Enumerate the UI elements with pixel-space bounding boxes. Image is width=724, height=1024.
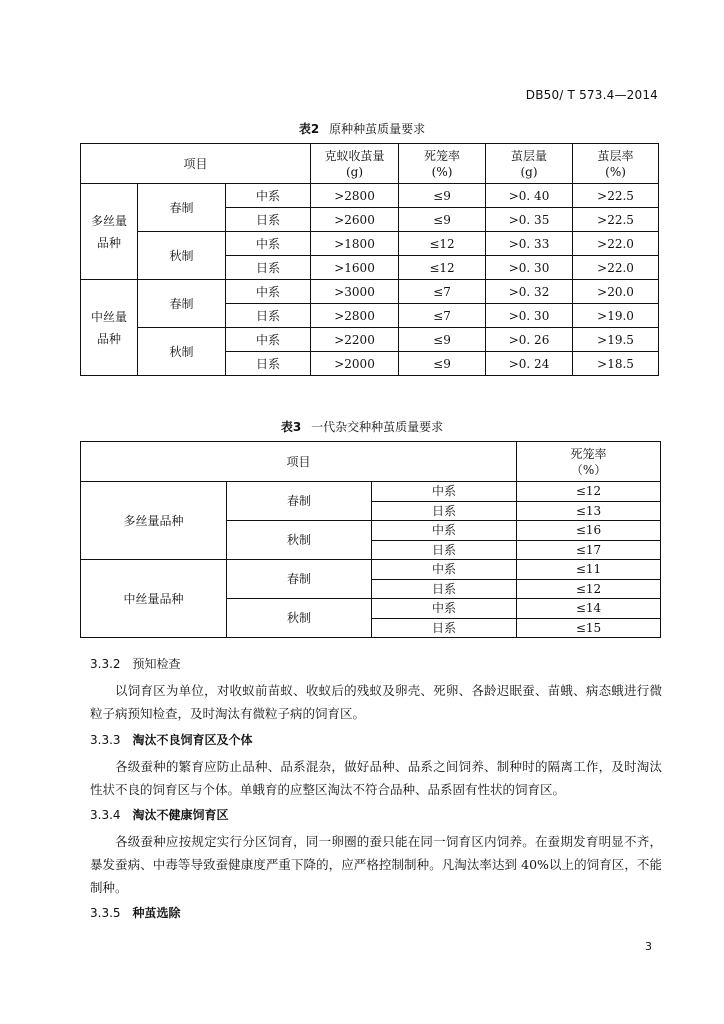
table2-cell: >22.0 [573, 256, 659, 280]
table3-title: 一代杂交种种茧质量要求 [311, 420, 444, 434]
section-3-3-4-paragraph: 各级蚕种应按规定实行分区饲育，同一卵圈的蚕只能在同一饲育区内饲养。在蚕期发育明显不齐，暴发蚕病、中毒等导致蚕健康度严重下降的，应严格控制制种。凡淘汰率达到 40%以上的饲育区，不能制种。 [90, 834, 662, 895]
table2-cell: >3000 [311, 280, 399, 304]
table-row [81, 184, 659, 208]
table2-header-shell-ratio: 茧层率 (%) [573, 144, 659, 184]
table-row [81, 280, 659, 304]
table3-season: 春制 [227, 560, 372, 599]
table2-cell: >22.5 [573, 208, 659, 232]
section-3-3-4-heading: 3.3.4 淘汰不健康饲育区 [90, 808, 229, 822]
table2-caption [0, 120, 724, 137]
table2-season: 秋制 [138, 232, 226, 280]
table3-number: 表3 [280, 420, 302, 434]
table-row [81, 560, 661, 580]
table3-season: 秋制 [227, 521, 372, 560]
table2-cell: >2000 [311, 352, 399, 376]
table3-group-name: 多丝量品种 [81, 482, 227, 560]
table2-cell: >2800 [311, 184, 399, 208]
table3-cell: ≤12 [517, 482, 661, 502]
table2-cell: ≤7 [399, 304, 486, 328]
table3-line: 中系 [372, 482, 517, 502]
table3-header-item: 项目 [81, 442, 517, 482]
table2-season: 春制 [138, 280, 226, 328]
table2-group-name: 中丝量 品种 [81, 280, 138, 376]
table2-season: 春制 [138, 184, 226, 232]
table3-season: 春制 [227, 482, 372, 521]
table3-line: 中系 [372, 521, 517, 541]
table2-cell: >0. 24 [486, 352, 573, 376]
table2-cell: >19.0 [573, 304, 659, 328]
table3-line: 日系 [372, 579, 517, 599]
standard-code: DB50/ T 573.4—2014 [525, 88, 658, 102]
table2-header-item: 项目 [81, 144, 311, 184]
table3-header-mortality: 死笼率 （%） [517, 442, 661, 482]
table3-cell: ≤12 [517, 579, 661, 599]
table2-cell: >0. 32 [486, 280, 573, 304]
table2-cell: ≤9 [399, 184, 486, 208]
section-3-3-2-paragraph: 以饲育区为单位，对收蚁前苗蚁、收蚁后的残蚁及卵壳、死卵、各龄迟眠蚕、苗蛾、病态蛾进行微粒子病预知检查，及时淘汰有微粒子病的饲育区。 [90, 683, 662, 721]
table2-line: 中系 [226, 184, 311, 208]
table3-cell: ≤14 [517, 599, 661, 619]
page-number: 3 [645, 940, 652, 953]
table-row [81, 328, 659, 352]
table2-cell: >2600 [311, 208, 399, 232]
table2-line: 中系 [226, 328, 311, 352]
table2-cell: >22.0 [573, 232, 659, 256]
section-3-3-3-paragraph: 各级蚕种的繁育应防止品种、品系混杂，做好品种、品系之间饲养、制种时的隔离工作，及时淘汰性状不良的饲育区与个体。单蛾育的应整区淘汰不符合品种、品系固有性状的饲育区。 [90, 759, 662, 797]
table2-line: 日系 [226, 256, 311, 280]
table2-cell: >19.5 [573, 328, 659, 352]
table3-cell: ≤16 [517, 521, 661, 541]
table3-season: 秋制 [227, 599, 372, 638]
table3-group-name: 中丝量品种 [81, 560, 227, 638]
table3-line: 日系 [372, 501, 517, 521]
table2-header-shell-weight: 茧层量 (g) [486, 144, 573, 184]
table2-cell: ≤12 [399, 232, 486, 256]
table2-cell: >20.0 [573, 280, 659, 304]
table3 [80, 441, 661, 638]
table2-line: 日系 [226, 208, 311, 232]
table2-cell: >0. 30 [486, 256, 573, 280]
table2 [80, 143, 659, 376]
table2-cell: ≤9 [399, 328, 486, 352]
table2-cell: >22.5 [573, 184, 659, 208]
table2-cell: ≤7 [399, 280, 486, 304]
table3-line: 日系 [372, 618, 517, 638]
table2-cell: >0. 30 [486, 304, 573, 328]
table2-line: 中系 [226, 232, 311, 256]
table3-cell: ≤11 [517, 560, 661, 580]
table3-cell: ≤13 [517, 501, 661, 521]
table3-cell: ≤17 [517, 540, 661, 560]
table3-caption [0, 418, 724, 435]
table2-cell: >2800 [311, 304, 399, 328]
section-3-3-5-heading: 3.3.5 种茧选除 [90, 906, 181, 920]
table2-title: 原种种茧质量要求 [329, 122, 426, 136]
table2-cell: >18.5 [573, 352, 659, 376]
table3-line: 日系 [372, 540, 517, 560]
table2-line: 日系 [226, 304, 311, 328]
table3-cell: ≤15 [517, 618, 661, 638]
table2-line: 中系 [226, 280, 311, 304]
table2-number: 表2 [298, 122, 320, 136]
table2-header-yield: 克蚁收茧量 (g) [311, 144, 399, 184]
section-3-3-2-heading: 3.3.2 预知检查 [90, 657, 181, 671]
table2-group-name: 多丝量 品种 [81, 184, 138, 280]
table2-line: 日系 [226, 352, 311, 376]
table2-cell: >1600 [311, 256, 399, 280]
table2-season: 秋制 [138, 328, 226, 376]
table2-cell: >1800 [311, 232, 399, 256]
table2-cell: ≤9 [399, 352, 486, 376]
table2-cell: >0. 33 [486, 232, 573, 256]
table3-line: 中系 [372, 560, 517, 580]
table2-cell: >0. 26 [486, 328, 573, 352]
table-row [81, 482, 661, 502]
table2-cell: >2200 [311, 328, 399, 352]
table2-cell: ≤12 [399, 256, 486, 280]
table3-line: 中系 [372, 599, 517, 619]
table-row [81, 232, 659, 256]
table2-cell: >0. 35 [486, 208, 573, 232]
section-3-3-3-heading: 3.3.3 淘汰不良饲育区及个体 [90, 733, 253, 747]
table2-cell: >0. 40 [486, 184, 573, 208]
table2-cell: ≤9 [399, 208, 486, 232]
table2-header-mortality: 死笼率 (%) [399, 144, 486, 184]
